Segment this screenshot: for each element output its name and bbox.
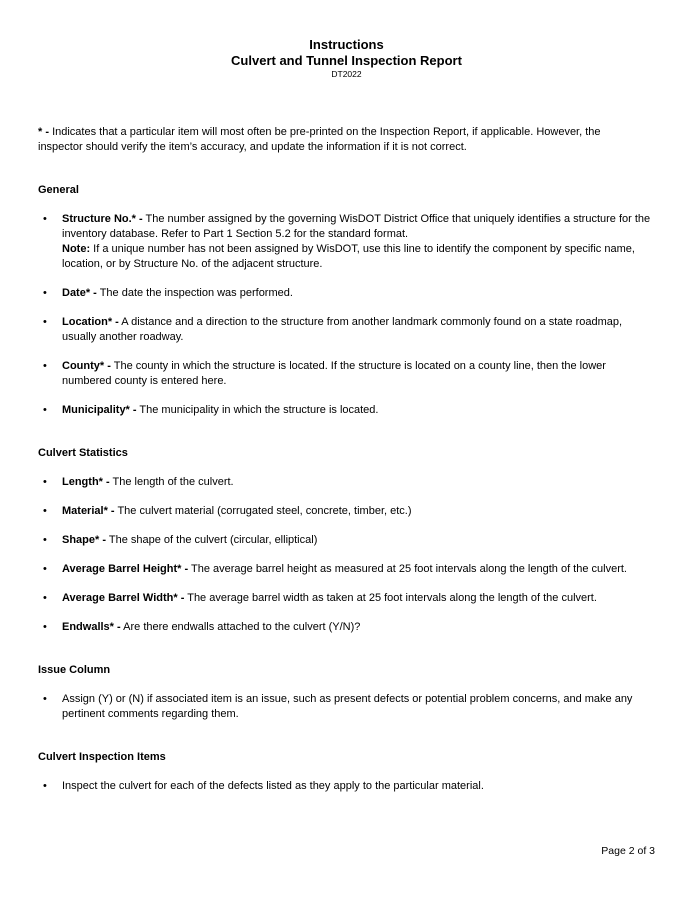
list-item (38, 533, 655, 548)
item-note (62, 242, 655, 272)
list-item-body (62, 475, 655, 490)
list-item-body (62, 403, 655, 418)
item-text: The shape of the culvert (circular, elliptical) (108, 534, 318, 546)
bullet-icon: • (43, 404, 47, 416)
list-item-body (62, 591, 655, 606)
list-item-body (62, 692, 655, 722)
page-title: Instructions (309, 37, 384, 52)
section-heading: Culvert Inspection Items (38, 751, 166, 763)
item-text: Are there endwalls attached to the culvert (Y/N)? (123, 621, 361, 633)
bullet-icon: • (43, 287, 47, 299)
list-item (38, 286, 655, 301)
term-label: Average Barrel Width* - (62, 592, 185, 604)
intro-text: Indicates that a particular item will most often be pre-printed on the Inspection Report, if applicable. However, the inspector should verify the item’s accuracy, and update the information if it is not correct. (38, 126, 601, 153)
list-item-body (62, 212, 655, 272)
item-text: The number assigned by the governing WisDOT District Office that uniquely identifies a structure for the inventory database. Refer to Part 1 Section 5.2 for the standard format. (62, 213, 651, 240)
list-item (38, 359, 655, 389)
bullet-icon: • (43, 476, 47, 488)
bullet-icon: • (43, 621, 47, 633)
list-item-body (62, 562, 655, 577)
list-item-body (62, 779, 655, 794)
term-label: Endwalls* - (62, 621, 121, 633)
list-item (38, 315, 655, 345)
section-general (38, 183, 655, 418)
item-text: A distance and a direction to the structure from another landmark commonly found on a state roadmap, usually another roadway. (62, 316, 623, 343)
term-label: Location* - (62, 316, 119, 328)
list-item (38, 504, 655, 519)
section-culvert-inspection-items (38, 750, 655, 794)
list-item-body (62, 286, 655, 301)
bullet-icon: • (43, 316, 47, 328)
item-text: The culvert material (corrugated steel, concrete, timber, etc.) (117, 505, 412, 517)
list-item (38, 403, 655, 418)
bullet-icon: • (43, 505, 47, 517)
term-label: Shape* - (62, 534, 107, 546)
term-label: Date* - (62, 287, 97, 299)
section-heading: Culvert Statistics (38, 447, 128, 459)
list-item-body (62, 359, 655, 389)
section-issue-column (38, 663, 655, 722)
bullet-icon: • (43, 563, 47, 575)
form-number: DT2022 (331, 69, 362, 79)
list-item-body (62, 620, 655, 635)
bullet-icon: • (43, 780, 47, 792)
section-culvert-statistics (38, 446, 655, 635)
bullet-icon: • (43, 360, 47, 372)
item-text: The average barrel width as taken at 25 foot intervals along the length of the culvert. (187, 592, 597, 604)
list-item (38, 212, 655, 272)
note-label: Note: (62, 243, 91, 255)
term-label: Length* - (62, 476, 110, 488)
section-heading: General (38, 184, 79, 196)
intro-paragraph (38, 125, 626, 155)
term-label: Material* - (62, 505, 115, 517)
page-subtitle: Culvert and Tunnel Inspection Report (231, 53, 462, 68)
list-item (38, 591, 655, 606)
asterisk-marker: * - (38, 126, 49, 138)
bullet-icon: • (43, 592, 47, 604)
section-heading: Issue Column (38, 664, 111, 676)
note-text: If a unique number has not been assigned by WisDOT, use this line to identify the component by specific name, location, or by Structure No. of the adjacent structure. (62, 243, 635, 270)
item-text: The average barrel height as measured at 25 foot intervals along the length of the culvert. (191, 563, 627, 575)
list-item-body (62, 504, 655, 519)
list-item (38, 562, 655, 577)
bullet-icon: • (43, 213, 47, 225)
item-text: The county in which the structure is located. If the structure is located on a county line, then the lower numbered county is entered here. (62, 360, 606, 387)
list-item (38, 692, 655, 722)
item-text: The municipality in which the structure is located. (139, 404, 379, 416)
item-text: The date the inspection was performed. (99, 287, 293, 299)
list-item-body (62, 533, 655, 548)
term-label: Average Barrel Height* - (62, 563, 189, 575)
item-text: Inspect the culvert for each of the defects listed as they apply to the particular material. (62, 780, 484, 792)
list-item (38, 620, 655, 635)
list-item (38, 779, 655, 794)
list-item (38, 475, 655, 490)
document-header (38, 37, 655, 80)
term-label: County* - (62, 360, 111, 372)
page-number: Page 2 of 3 (601, 845, 655, 857)
bullet-icon: • (43, 693, 47, 705)
list-item-body (62, 315, 655, 345)
item-text: Assign (Y) or (N) if associated item is an issue, such as present defects or potential problem concerns, and make any pertinent comments regarding them. (62, 693, 633, 720)
page-footer (601, 845, 655, 858)
term-label: Structure No.* - (62, 213, 143, 225)
term-label: Municipality* - (62, 404, 137, 416)
item-text: The length of the culvert. (112, 476, 234, 488)
bullet-icon: • (43, 534, 47, 546)
